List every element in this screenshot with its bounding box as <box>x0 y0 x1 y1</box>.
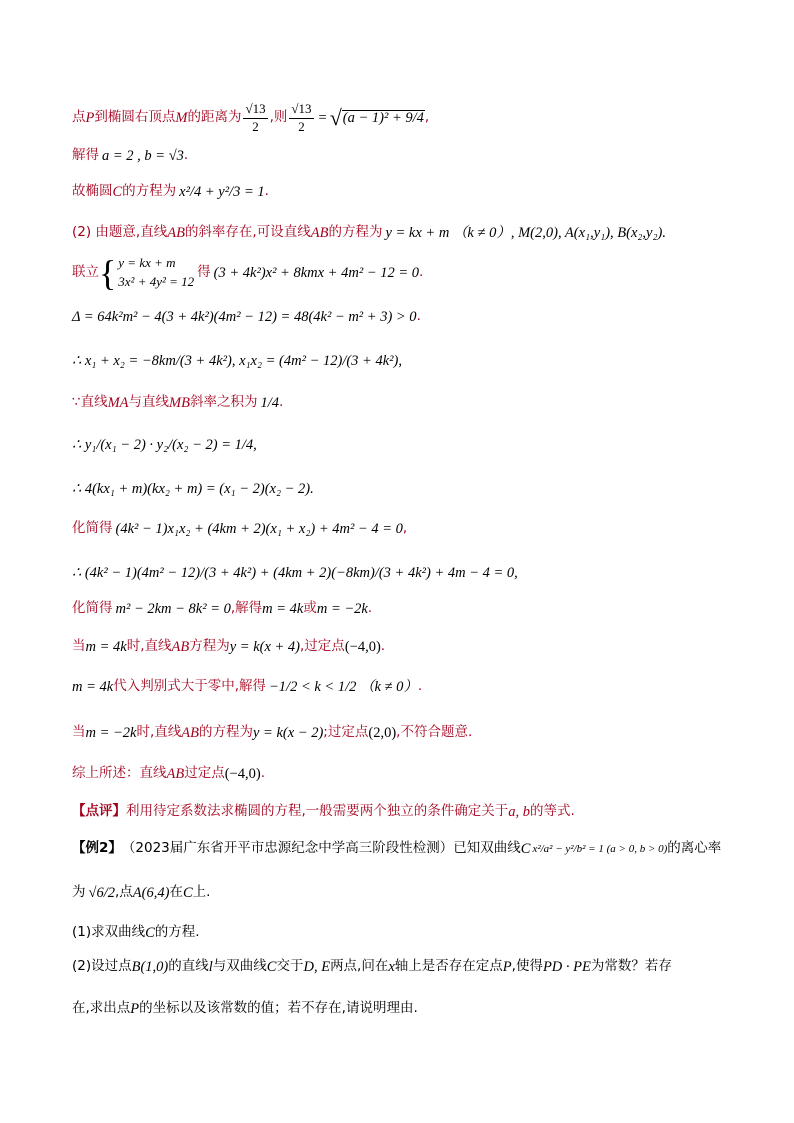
var-ab: AB <box>167 224 185 241</box>
var-x: x <box>388 958 395 975</box>
math-expression: x²/a² − y²/b² = 1 (a > 0, b > 0) <box>532 842 668 855</box>
math-expression: (3 + 4k²)x² + 8kmx + 4m² − 12 = 0 <box>213 264 419 281</box>
var-m: M <box>175 109 188 126</box>
math-expression: (4k² − 1)x₁x₂ + (4km + 2)(x₁ + x₂) + 4m² − 4 = 0 <box>115 520 403 537</box>
text: 的离心率 <box>667 840 722 857</box>
text: 当 <box>72 638 86 655</box>
fraction-sqrt13-over-2: $\frac{√13}{2}$ <box>291 100 312 134</box>
line-case-m-2k <box>72 722 472 744</box>
math-expression: m = −2k <box>85 724 137 741</box>
line-slope-equation <box>72 428 257 462</box>
math-expression: m = 4k <box>72 678 114 695</box>
text: 的方程为 <box>328 224 383 241</box>
math-expression: m = −2k <box>316 600 368 617</box>
line-question2 <box>72 956 672 978</box>
var-ma: MA <box>107 394 129 411</box>
var-mb: MB <box>169 394 190 411</box>
text: . <box>418 264 424 281</box>
text: 过定点 <box>184 765 225 782</box>
math-expression: x²/4 + y²/3 = 1 <box>179 183 265 200</box>
text: 点 <box>72 109 86 126</box>
text: (1)求双曲线 <box>72 924 146 941</box>
text: ,使得 <box>511 958 543 975</box>
text: 与双曲线 <box>212 958 267 975</box>
var-ab: AB <box>181 724 199 741</box>
var-c: C <box>520 840 531 857</box>
var-p: P <box>85 109 95 126</box>
text: 为常数？若存 <box>590 958 672 975</box>
var-c: C <box>145 924 155 941</box>
text: 斜率之积为 <box>189 394 258 411</box>
text: . <box>467 724 473 741</box>
text: 当 <box>72 724 86 741</box>
text: 的方程为 <box>122 183 177 200</box>
math-expression: ∴ x₁ + x₂ = −8km/(3 + 4k²), x₁x₂ = (4m² − 12)/(3 + 4k²), <box>72 352 402 369</box>
line-ellipse-equation <box>72 175 269 209</box>
math-fraction: 1/4 <box>260 394 279 411</box>
math-point: (−4,0) <box>224 765 261 782</box>
line-discriminant-check <box>72 670 422 704</box>
math-expression: ∴ (4k² − 1)(4m² − 12)/(3 + 4k²) + (4km + 2)(−8km)/(3 + 4k²) + 4m − 4 = 0, <box>72 564 518 581</box>
text: ∵直线 <box>72 394 108 411</box>
text: ,解得 <box>230 600 263 617</box>
text: 化简得 <box>72 520 113 537</box>
text: 联立 <box>72 264 99 281</box>
var-ab: AB <box>166 765 185 782</box>
text: ,过定点 <box>300 638 345 655</box>
comment-tag: 【点评】 <box>72 803 126 820</box>
text: ;过定点 <box>323 724 369 741</box>
var-p: P <box>502 958 512 975</box>
text: 上. <box>192 884 211 901</box>
line-simultaneous <box>72 252 423 294</box>
text: ,则 <box>269 109 288 126</box>
math-expression: a = 2 , b = √3 <box>102 147 184 164</box>
text: 或 <box>303 600 317 617</box>
text: , <box>402 520 408 537</box>
line-case-m4k <box>72 636 385 658</box>
math-point: (2,0) <box>368 724 397 741</box>
text: 故椭圆 <box>72 183 113 200</box>
math-expression: y = kx + m （k ≠ 0） <box>385 224 511 241</box>
text: (2)设过点 <box>72 958 132 975</box>
var-c: C <box>182 884 193 901</box>
text: 方程为 <box>189 638 230 655</box>
var-c: C <box>266 958 277 975</box>
var-c: C <box>112 183 123 200</box>
math-point: B(1,0) <box>131 958 169 975</box>
line-part2-setup <box>72 222 666 244</box>
math-expression: m = 4k <box>85 638 127 655</box>
text: . <box>416 308 421 325</box>
text: 轴上是否存在定点 <box>394 958 503 975</box>
text: 在,求出点 <box>72 1000 131 1017</box>
line-conclusion <box>72 763 265 785</box>
line-distance: 点 P 到椭圆右顶点 M 的距离为 √13 2 ,则 $\frac{√13}{2}$ = √ (a − 1)² + 9/4 , <box>72 100 430 134</box>
example-tag: 【例2】 <box>72 840 122 857</box>
text: . <box>183 147 189 164</box>
math-expression: m = 4k <box>262 600 304 617</box>
text: 解得 <box>72 147 99 164</box>
text: ,不符合题意 <box>396 724 468 741</box>
text: 利用待定系数法求椭圆的方程,一般需要两个独立的条件确定关于 <box>126 803 509 820</box>
var-p: P <box>130 1000 140 1017</box>
text: 代入判别式大于零中,解得 <box>113 678 266 695</box>
text: 综上所述：直线 <box>72 765 167 782</box>
equation-system: { y = kx + m 3x² + 4y² = 12 <box>99 253 195 293</box>
text: (2) 由题意,直线 <box>72 224 168 241</box>
var-l: l <box>208 958 213 975</box>
text: 的直线 <box>168 958 209 975</box>
math-points: D, E <box>303 958 331 975</box>
text: 的距离为 <box>187 109 242 126</box>
text: 得 <box>197 264 211 281</box>
text: 时,直线 <box>136 724 182 741</box>
text: （2023届广东省开平市忠源纪念中学高三阶段性检测）已知双曲线 <box>121 840 521 857</box>
var-ab: AB <box>171 638 190 655</box>
text: 为 <box>72 884 86 901</box>
math-expression: y = k(x + 4) <box>229 638 301 655</box>
sqrt-expression: (a − 1)² + 9/4 <box>342 110 424 127</box>
fraction-sqrt13-over-2: √13 2 <box>245 100 266 134</box>
text: . <box>264 183 269 200</box>
text: . <box>417 678 423 695</box>
math-fraction: √6/2 <box>88 884 115 901</box>
text: 化简得 <box>72 600 113 617</box>
text: , <box>424 109 430 126</box>
line-substitution <box>72 556 518 590</box>
math-point: (−4,0) <box>344 638 381 655</box>
text: 时,直线 <box>126 638 172 655</box>
math-expression: ∴ y₁/(x₁ − 2) · y₂/(x₂ − 2) = 1/4, <box>72 436 257 453</box>
math-expression: ∴ 4(kx₁ + m)(kx₂ + m) = (x₁ − 2)(x₂ − 2). <box>72 480 314 497</box>
text: . <box>380 638 386 655</box>
math-expression: y = k(x − 2) <box>253 724 324 741</box>
vector-dot-product: PD · PE <box>542 958 591 975</box>
line-question2-cont <box>72 998 418 1020</box>
line-expanded <box>72 478 314 500</box>
math-point: A(6,4) <box>132 884 170 901</box>
text: 的方程为 <box>199 724 253 741</box>
line-solve-ab <box>72 145 188 167</box>
math-vars: a, b <box>508 803 531 820</box>
text: ,点 <box>115 884 133 901</box>
text: 在 <box>169 884 183 901</box>
line-simplify-2 <box>72 598 372 620</box>
text: 的等式. <box>530 803 575 820</box>
line-discriminant <box>72 306 421 328</box>
math-expression: , M(2,0), A(x₁,y₁), B(x₂,y₂). <box>510 224 666 241</box>
line-simplify-1 <box>72 518 407 540</box>
var-ab: AB <box>310 224 329 241</box>
line-eccentricity <box>72 876 210 910</box>
text: 交于 <box>276 958 304 975</box>
math-expression: Δ = 64k²m² − 4(3 + 4k²)(4m² − 12) = 48(4k² − m² + 3) > 0 <box>72 308 417 325</box>
line-slope-product <box>72 386 283 420</box>
text: 的斜率存在,可设直线 <box>184 224 311 241</box>
text: . <box>279 394 284 411</box>
text: 到椭圆右顶点 <box>94 109 176 126</box>
text: . <box>367 600 373 617</box>
text: 两点,问在 <box>330 958 389 975</box>
text: . <box>260 765 265 782</box>
text: 的坐标以及该常数的值；若不存在,请说明理由. <box>139 1000 418 1017</box>
line-vieta <box>72 344 402 378</box>
text: 的方程. <box>154 924 200 941</box>
line-example2 <box>72 836 721 862</box>
line-comment <box>72 801 575 823</box>
math-expression: −1/2 < k < 1/2 （k ≠ 0） <box>269 678 418 695</box>
line-question1 <box>72 922 200 944</box>
text: 与直线 <box>128 394 170 411</box>
math-expression: m² − 2km − 8k² = 0 <box>115 600 231 617</box>
